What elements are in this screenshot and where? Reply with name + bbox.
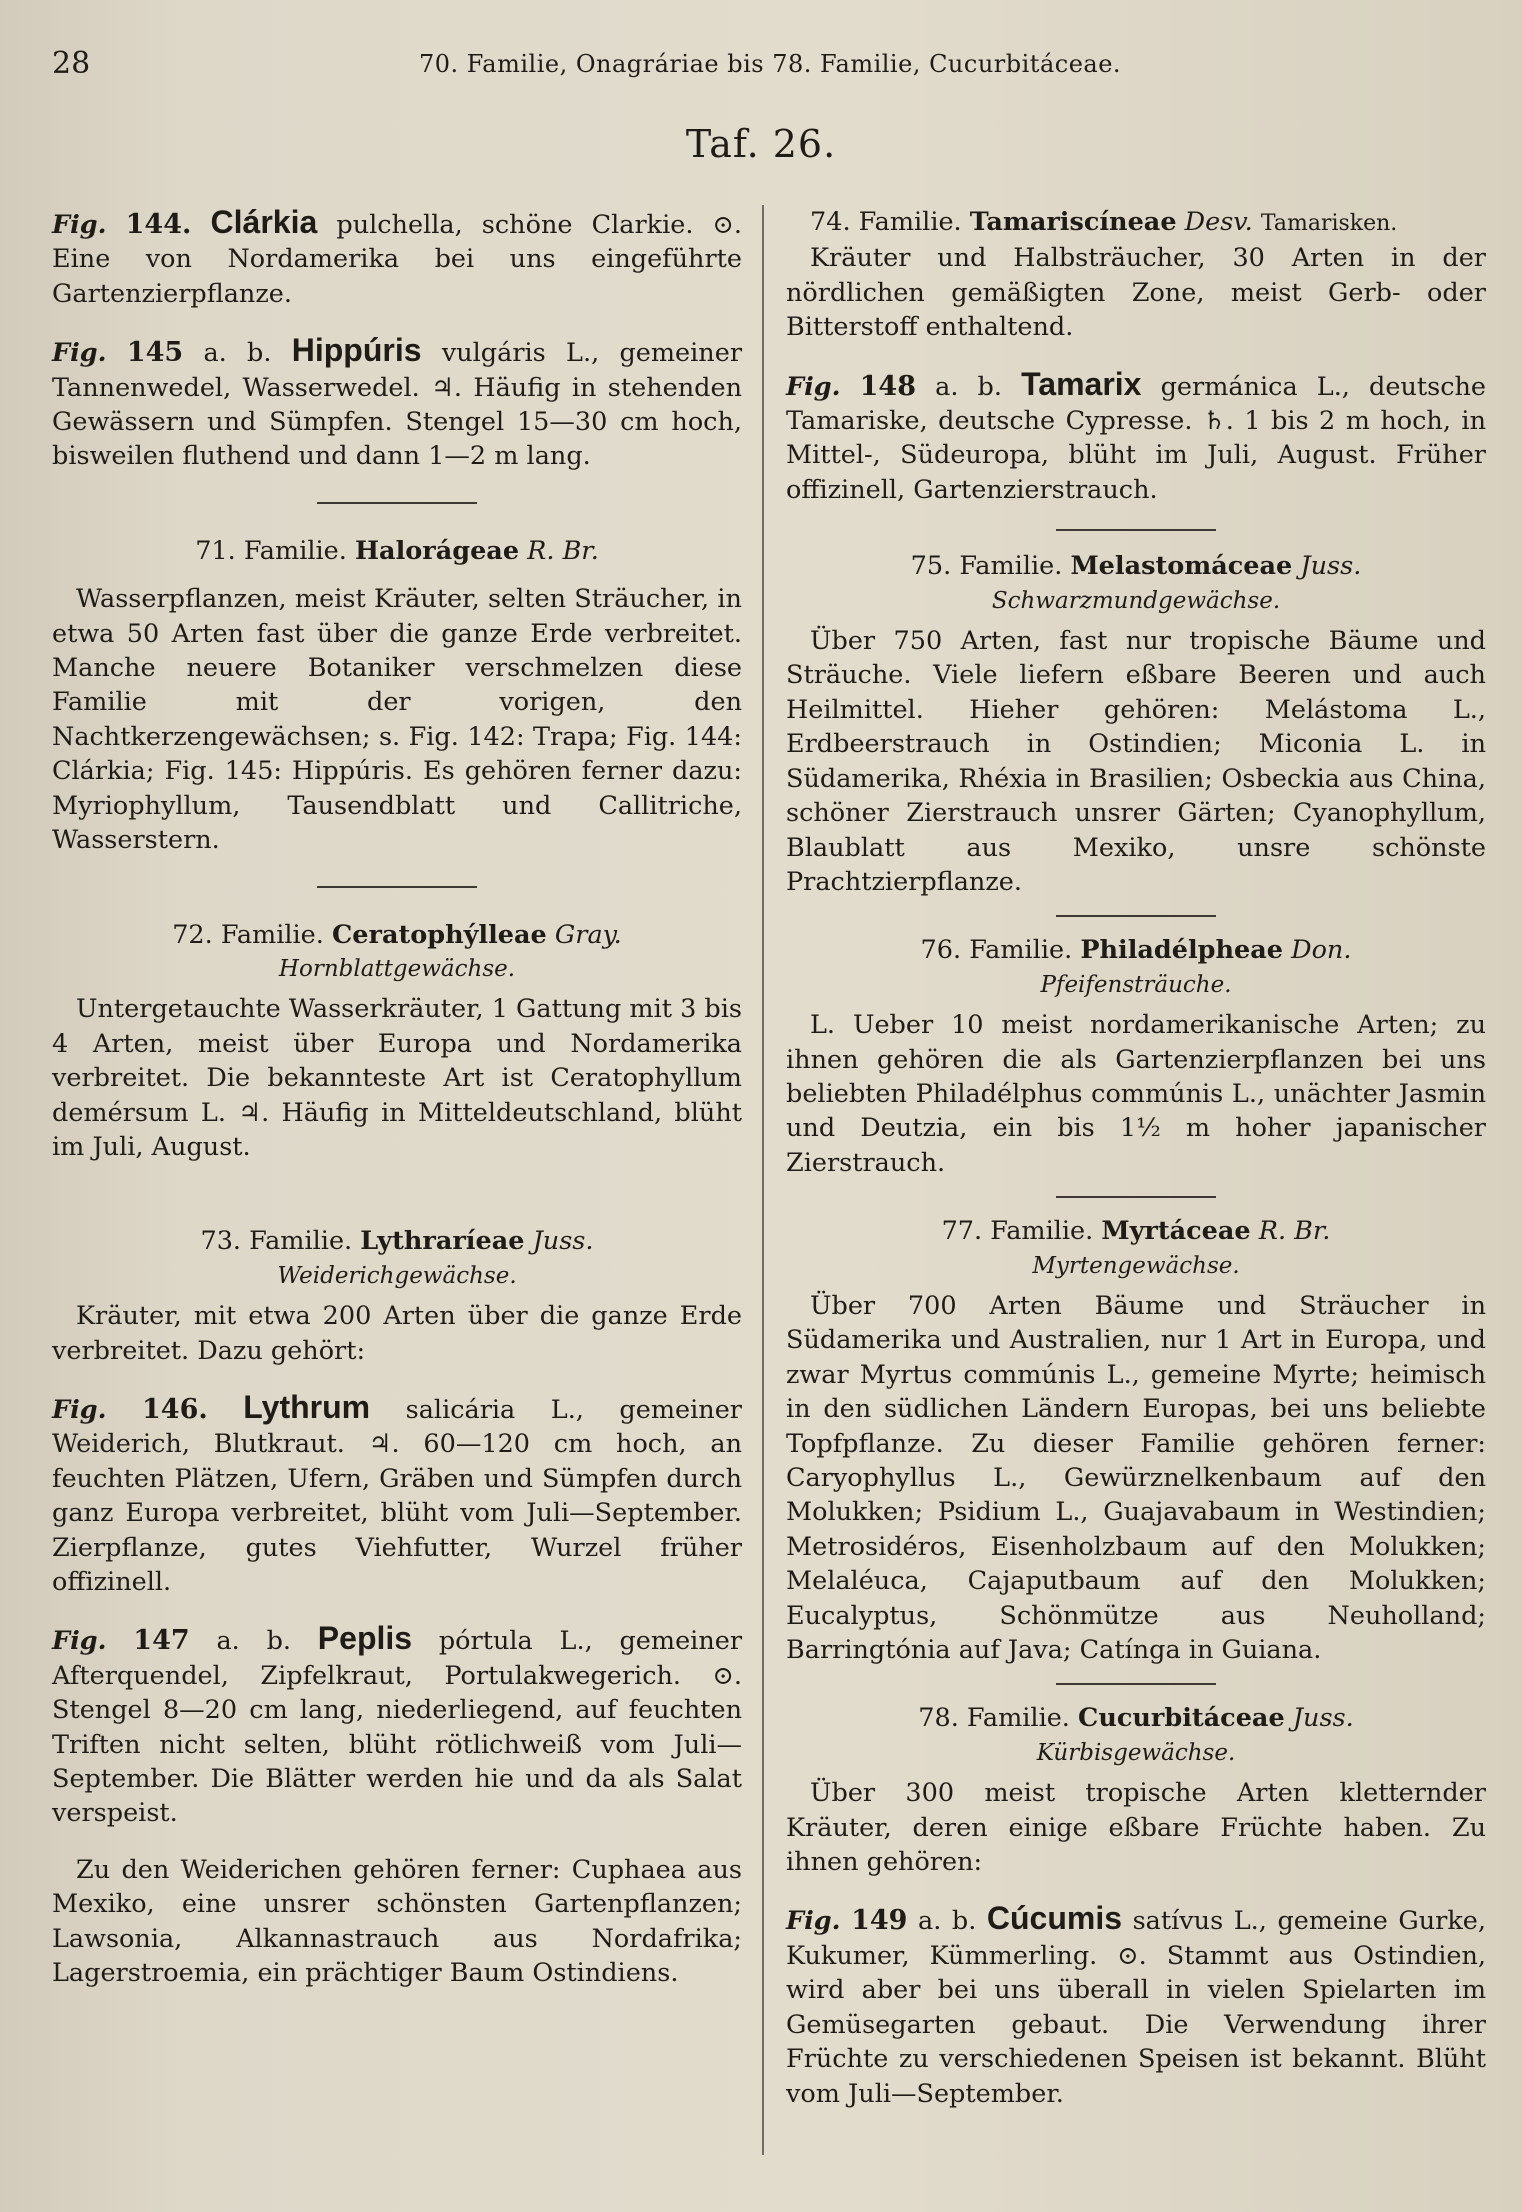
fig-parts: a. b. [203, 338, 272, 369]
section-rule [317, 502, 477, 504]
family-text-76: L. Ueber 10 meist nordamerikanische Arten; zu ihnen gehören die als Gartenzierpflanzen bei uns beliebten Philadélphus commúnis L., unächter Jasmin und Deutzia, ein bis 1½ m hoher japanischer Zierstrauch. [786, 1010, 1486, 1178]
family-author: R. Br. [527, 535, 599, 566]
fig-number: 149 [851, 1905, 908, 1937]
fig-number: 148 [859, 370, 916, 402]
entry-fig-144 [52, 205, 742, 311]
family-subtitle: Myrtengewächse. [1032, 1252, 1240, 1279]
page-number: 28 [52, 46, 91, 81]
family-name: Myrtáceae [1101, 1216, 1251, 1247]
entry-fig-149 [786, 1901, 1486, 2110]
family-heading-75 [786, 549, 1486, 583]
family-number: 72. Familie. [172, 919, 324, 950]
family-text-75: Über 750 Arten, fast nur tropische Bäume und Sträuche. Viele liefern eßbare Beeren und auch Heilmittel. Hieher gehören: Melástoma L., Erdbeerstrauch in Ostindien; Miconia L. in Südamerika, Rhéxia in Brasilien; Osbeckia aus China, schöner Zierstrauch unsrer Gärten; Cyanophyllum, Blaublatt aus Mexiko, unsre schönste Prachtzierpflanze. [786, 626, 1486, 897]
running-head: 70. Familie, Onagráriae bis 78. Familie, Cucurbitáceae. [418, 50, 1122, 78]
family-text-78: Über 300 meist tropische Arten kletternder Kräuter, deren einige eßbare Früchte haben. Zu ihnen gehören: [786, 1778, 1486, 1878]
fig-label: Fig. [786, 371, 841, 402]
family-author: Desv. [1184, 207, 1253, 237]
right-column [786, 205, 1486, 2133]
family-name: Cucurbitáceae [1078, 1703, 1285, 1734]
fig-parts: a. b. [935, 371, 1002, 402]
entry-fig-146 [52, 1390, 742, 1599]
family-heading-71 [52, 534, 742, 568]
family-heading-73 [52, 1224, 742, 1258]
left-column [52, 205, 742, 1990]
family-subtitle: Weiderichgewächse. [277, 1262, 517, 1289]
family-name: Halorágeae [354, 535, 520, 566]
entry-text: pórtula L., gemeiner Afterquendel, Zipfelkraut, Portulakwegerich. ⊙. Stengel 8—20 cm lang, niederliegend, auf feuchten Triften nicht selten, blüht rötlichweiß vom Juli—September. Die Blätter werden hie und da als Salat verspeist. [52, 1626, 743, 1829]
family-text-72: Untergetauchte Wasserkräuter, 1 Gattung mit 3 bis 4 Arten, meist über Europa und Nordamerika verbreitet. Die bekannteste Art ist Ceratophyllum demérsum L. ♃. Häufig in Mitteldeutschland, blüht im Juli, August. [52, 994, 742, 1162]
family-number: 76. Familie. [920, 935, 1073, 966]
family-number: 75. Familie. [910, 551, 1063, 582]
entry-fig-147 [52, 1621, 742, 1830]
family-number: 78. Familie. [918, 1703, 1070, 1734]
family-subtitle: Kürbisgewächse. [1036, 1739, 1236, 1766]
family-author: Gray. [554, 919, 622, 950]
entry-text: salicária L., gemeiner Weiderich, Blutkraut. ♃. 60—120 cm hoch, an feuchten Plätzen, Ufern, Gräben und Sümpfen durch ganz Europa verbreitet, blüht vom Juli—September. Zierpflanze, gutes Viehfutter, Wurzel früher offizinell. [52, 1394, 742, 1597]
fig-label: Fig. [52, 1626, 107, 1657]
family-number: 74. Familie. [810, 207, 962, 237]
fig-label: Fig. [52, 1394, 107, 1425]
family-number: 77. Familie. [941, 1216, 1094, 1247]
fig-label: Fig. [52, 338, 107, 369]
family-number: 73. Familie. [200, 1226, 353, 1257]
entry-text: vulgáris L., gemeiner Tannenwedel, Wasserwedel. ♃. Häufig in stehenden Gewässern und Sümpfen. Stengel 15—30 cm hoch, bisweilen fluthend und dann 1—2 m lang. [52, 338, 743, 472]
entry-fig-148 [786, 367, 1486, 508]
family-subtitle: Schwarzmundgewächse. [991, 587, 1281, 614]
family-author: Juss. [1292, 1703, 1354, 1734]
family-common-name: Tamarisken. [1260, 211, 1398, 236]
family-name: Philadélpheae [1080, 935, 1284, 966]
section-rule [1056, 529, 1216, 531]
fig-label: Fig. [786, 1906, 841, 1937]
family-author: Juss. [532, 1226, 594, 1257]
fig-number: 145 [126, 337, 184, 369]
genus-name: Clárkia [210, 204, 318, 240]
entry-fig-145 [52, 333, 742, 474]
fig-label: Fig. [52, 210, 107, 240]
fig-number: 147 [133, 1625, 190, 1657]
family-heading-72 [52, 918, 742, 952]
section-rule [317, 886, 477, 888]
family-heading-77 [786, 1214, 1486, 1248]
section-spacer [317, 1192, 477, 1194]
family-heading-78 [786, 1701, 1486, 1735]
fig-number: 146. [142, 1393, 208, 1425]
family-author: Juss. [1300, 551, 1362, 582]
family-number: 71. Familie. [195, 535, 347, 566]
column-divider [762, 205, 764, 2155]
genus-name: Hippúris [291, 332, 422, 369]
fig-parts: a. b. [216, 1626, 291, 1657]
family-text-73: Kräuter, mit etwa 200 Arten über die ganze Erde verbreitet. Dazu gehört: [52, 1301, 742, 1366]
family-text-77: Über 700 Arten Bäume und Sträucher in Südamerika und Australien, nur 1 Art in Europa, und zwar Myrtus commúnis L., gemeine Myrte; heimisch in den südlichen Ländern Europas, bei uns beliebte Topfpflanze. Zu dieser Familie gehören ferner: Caryophyllus L., Gewürznelkenbaum auf den Molukken; Psidium L., Guajavabaum in Westindien; Metrosidéros, Eisenholzbaum auf den Molukken; Melaléuca, Cajaputbaum auf den Molukken; Eucalyptus, Schönmütze aus Neuholland; Barringtónia auf Java; Catínga in Guiana. [786, 1290, 1486, 1666]
family-name: Lythraríeae [360, 1226, 525, 1257]
family-name: Ceratophýlleae [331, 919, 547, 950]
family-name: Tamariscíneae [969, 207, 1177, 237]
closing-paragraph: Zu den Weiderichen gehören ferner: Cuphaea aus Mexiko, eine unsrer schönsten Gartenpflanzen; Lawsonia, Alkannastrauch aus Nordafrika; Lagerstroemia, ein prächtiger Baum Ostindiens. [52, 1854, 742, 1989]
family-author: R. Br. [1258, 1216, 1331, 1247]
genus-name: Cúcumis [986, 1900, 1123, 1937]
family-text-71: Wasserpflanzen, meist Kräuter, selten Sträucher, in etwa 50 Arten fast über die ganze Erde verbreitet. Manche neuere Botaniker verschmelzen diese Familie mit der vorigen, den Nachtkerzengewächsen; s. Fig. 142: Trapa; Fig. 144: Clárkia; Fig. 145: Hippúris. Es gehören ferner dazu: Myriophyllum, Tausendblatt und Callitriche, Wasserstern. [52, 584, 742, 856]
family-subtitle: Pfeifensträuche. [1040, 971, 1232, 998]
entry-text: pulchella, schöne Clarkie. ⊙. Eine von Nordamerika bei uns eingeführte Gartenzierpflanze. [52, 210, 743, 309]
entry-text: germánica L., deutsche Tamariske, deutsche Cypresse. ♄. 1 bis 2 m hoch, in Mittel-, Südeuropa, blüht im Juli, August. Früher offizinell, Gartenzierstrauch. [786, 371, 1486, 505]
family-heading-76 [786, 933, 1486, 967]
fig-number: 144. [125, 209, 192, 240]
genus-name: Tamarix [1021, 365, 1142, 402]
genus-name: Peplis [317, 1620, 413, 1657]
section-rule [1056, 915, 1216, 917]
family-text-74: Kräuter und Halbsträucher, 30 Arten in der nördlichen gemäßigten Zone, meist Gerb- oder Bitterstoff enthaltend. [786, 243, 1486, 343]
family-name: Melastomáceae [1070, 551, 1293, 582]
genus-name: Lythrum [243, 1388, 371, 1425]
family-subtitle: Hornblattgewächse. [278, 955, 516, 982]
page-header [0, 46, 1522, 86]
section-rule [1056, 1683, 1216, 1685]
family-author: Don. [1291, 935, 1352, 966]
entry-text: satívus L., gemeine Gurke, Kukumer, Kümmerling. ⊙. Stammt aus Ostindien, wird aber bei uns überall in vielen Spielarten im Gemüsegarten gebaut. Die Verwendung ihrer Früchte zu verschiedenen Speisen ist bekannt. Blüht vom Juli—September. [786, 1906, 1486, 2109]
plate-title: Taf. 26. [685, 122, 837, 166]
family-heading-74 [786, 205, 1486, 241]
section-rule [1056, 1196, 1216, 1198]
fig-parts: a. b. [918, 1906, 977, 1937]
